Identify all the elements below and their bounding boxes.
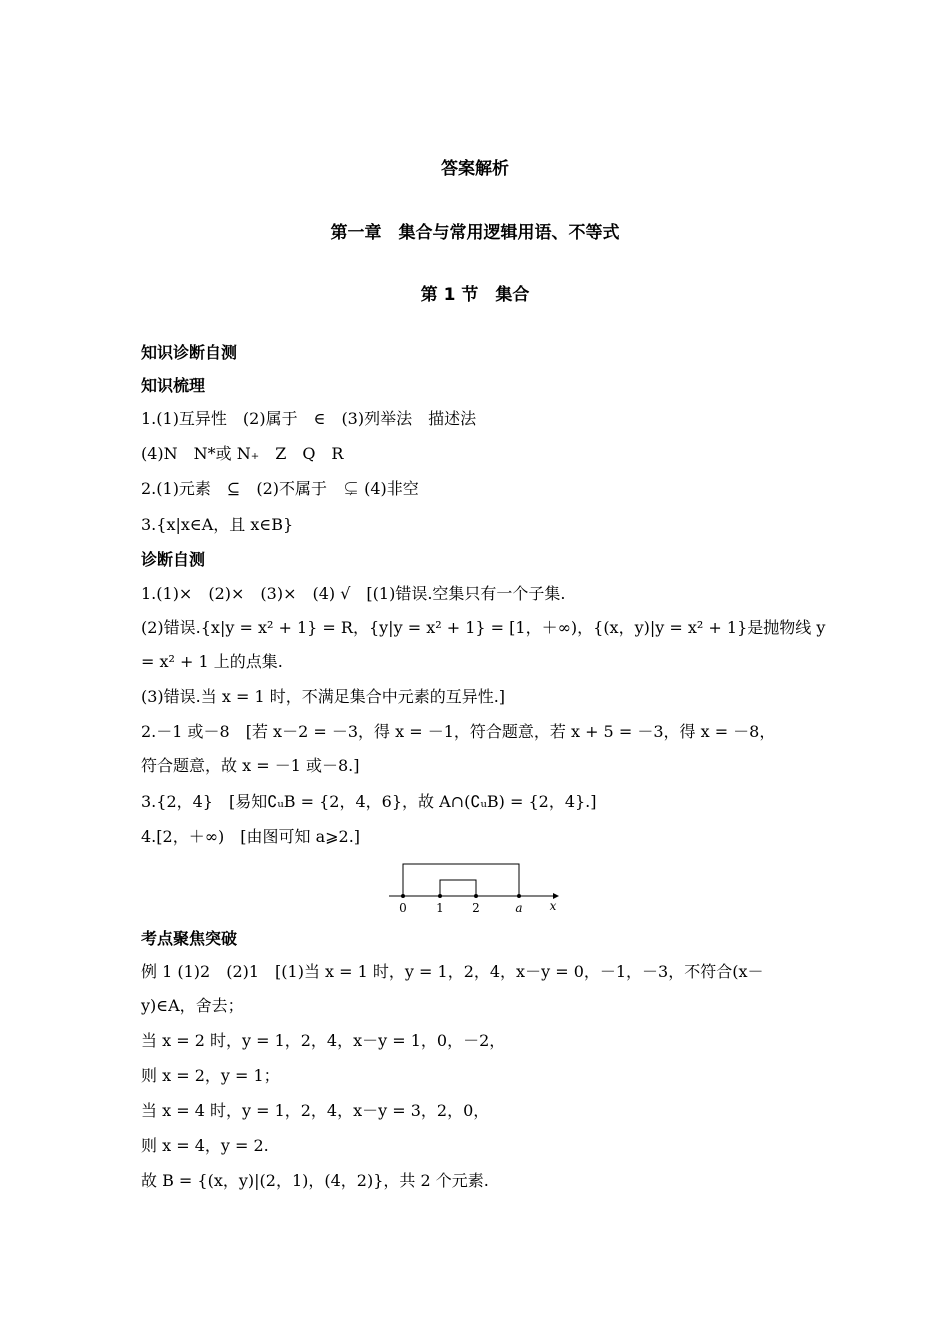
heading-key-points: 考点聚焦突破	[141, 929, 238, 948]
answer-line: = x² + 1 上的点集.	[141, 652, 283, 671]
doc-title: 答案解析	[441, 159, 509, 179]
tick-label-2: 2	[472, 901, 480, 915]
answer-line: 1.(1)互异性 (2)属于 ∈ (3)列举法 描述法	[141, 409, 477, 428]
answer-line: 当 x = 4 时，y = 1，2，4，x－y = 3，2，0，	[141, 1101, 490, 1120]
heading-knowledge: 知识梳理	[141, 376, 206, 395]
section-title: 第 1 节 集合	[420, 285, 530, 305]
answer-line: 则 x = 2，y = 1；	[141, 1066, 280, 1085]
number-line-figure	[385, 862, 565, 918]
answer-line: 1.(1)× (2)× (3)× (4) √ [(1)错误.空集只有一个子集.	[141, 584, 566, 603]
point-1	[438, 894, 442, 898]
point-a	[517, 894, 521, 898]
interval-b-bracket	[440, 880, 476, 896]
tick-label-1: 1	[436, 901, 444, 915]
tick-label-a: a	[515, 901, 523, 915]
answer-line: (3)错误.当 x = 1 时，不满足集合中元素的互异性.]	[141, 687, 506, 706]
point-0	[401, 894, 405, 898]
answer-line: 当 x = 2 时，y = 1，2，4，x－y = 1，0，－2，	[141, 1031, 506, 1050]
axis-label-x: x	[549, 899, 557, 913]
answer-line: 则 x = 4，y = 2.	[141, 1136, 269, 1155]
answer-line: 故 B = {(x，y)|(2，1)，(4，2)}，共 2 个元素.	[141, 1171, 489, 1190]
answer-line: 3.{x|x∈A，且 x∈B}	[141, 515, 294, 534]
answer-line: 2.(1)元素 ⊆ (2)不属于 ⊊ (4)非空	[141, 479, 419, 498]
answer-line: (2)错误.{x|y = x² + 1} = R，{y|y = x² + 1} = [1，＋∞)，{(x，y)|y = x² + 1}是抛物线 y	[141, 618, 826, 637]
point-2	[474, 894, 478, 898]
answer-line: (4)N N*或 N₊ Z Q R	[141, 444, 344, 463]
chapter-title: 第一章 集合与常用逻辑用语、不等式	[330, 223, 620, 243]
heading-diagnosis: 诊断自测	[141, 550, 206, 569]
answer-line: 2.－1 或－8 [若 x－2 = －3，得 x = －1，符合题意，若 x + 5 = －3，得 x = －8，	[141, 722, 776, 741]
answer-line: 例 1 (1)2 (2)1 [(1)当 x = 1 时，y = 1，2，4，x－y = 0，－1，－3，不符合(x－	[141, 962, 764, 981]
answer-line: 符合题意，故 x = －1 或－8.]	[141, 756, 360, 775]
answer-line: y)∈A，舍去；	[141, 996, 244, 1015]
heading-self-test: 知识诊断自测	[141, 343, 238, 362]
answer-line: 4.[2，＋∞) [由图可知 a⩾2.]	[141, 827, 361, 846]
answer-line: 3.{2，4} [易知∁ᵤB = {2，4，6}，故 A∩(∁ᵤB) = {2，4}.]	[141, 792, 597, 811]
tick-label-0: 0	[399, 901, 407, 915]
